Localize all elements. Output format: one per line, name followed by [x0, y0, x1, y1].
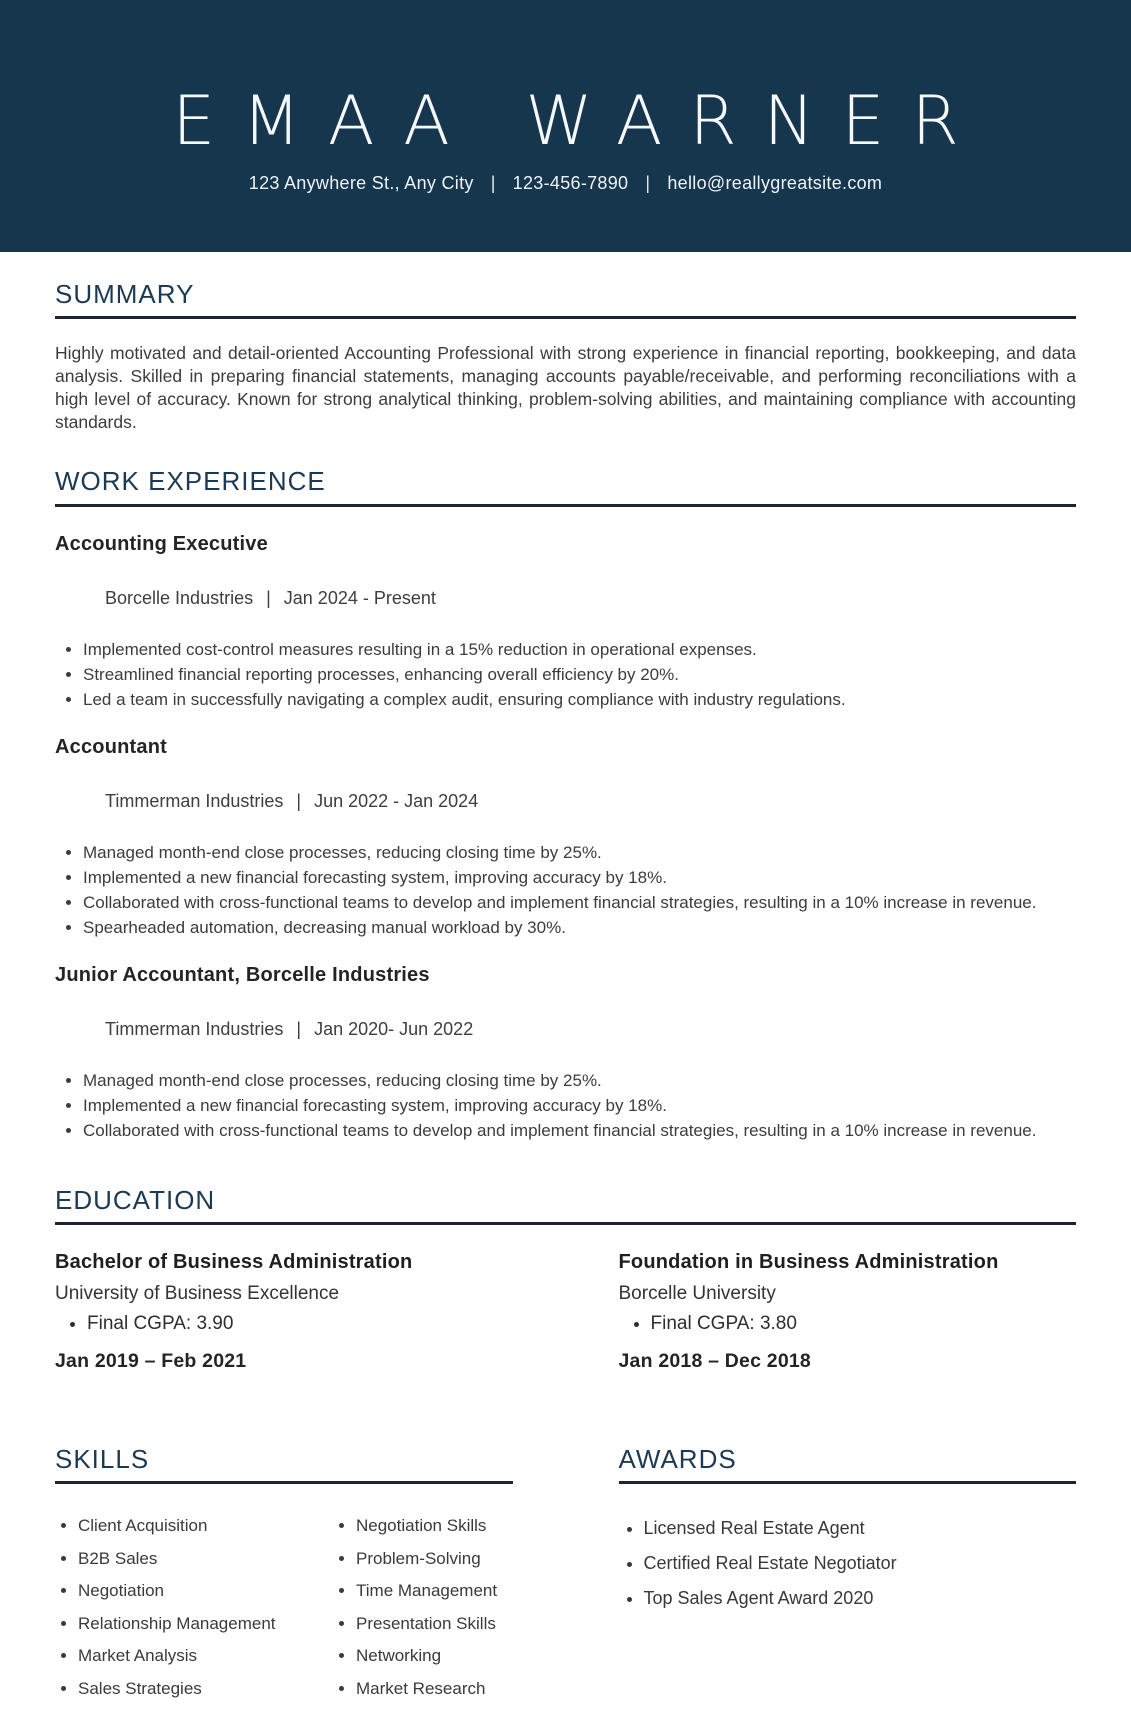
education-heading: EDUCATION: [55, 1184, 216, 1215]
section-divider: [55, 1481, 513, 1484]
name-title: EMAA WARNER: [172, 82, 986, 161]
job-dates: Jan 2024 - Present: [283, 587, 436, 608]
job-entry-accountant: [55, 736, 1076, 938]
skills-column-2: [333, 1516, 513, 1711]
contact-separator: |: [645, 173, 651, 193]
skill-item: • Sales Strategies: [78, 1679, 333, 1699]
skill-item: • B2B Sales: [78, 1549, 333, 1569]
contact-separator: |: [490, 173, 496, 193]
education-detail-list: [619, 1313, 1077, 1335]
job-bullet: • Spearheaded automation, decreasing manual workload by 30%.: [83, 917, 1076, 938]
job-meta: [55, 770, 1076, 833]
education-section: [55, 1145, 1076, 1373]
summary-text: Highly motivated and detail-oriented Accounting Professional with strong experience in financial reporting, bookkeeping, and data analysis. Skilled in preparing financial statements, managing accounts payable/receivable, and performing reconciliations with a high level of accuracy. Known for strong analytical thinking, problem-solving abilities, and maintaining compliance with accounting standards.: [55, 343, 1076, 433]
skill-item: • Networking: [356, 1646, 513, 1666]
job-bullet-list: [55, 639, 1076, 710]
job-separator: |: [296, 1018, 302, 1039]
work-experience-heading: WORK EXPERIENCE: [55, 466, 326, 497]
skill-item: • Presentation Skills: [356, 1614, 513, 1634]
education-entry-bachelor: [55, 1251, 513, 1373]
education-detail-list: [55, 1313, 513, 1335]
job-bullet: • Implemented a new financial forecasting system, improving accuracy by 18%.: [83, 867, 1076, 888]
section-divider: [55, 1222, 1076, 1225]
job-bullet: • Implemented a new financial forecasting system, improving accuracy by 18%.: [83, 1095, 1076, 1116]
job-separator: |: [296, 790, 302, 811]
contact-address: 123 Anywhere St., Any City: [248, 173, 474, 193]
award-item: • Licensed Real Estate Agent: [644, 1518, 1077, 1539]
job-company: Timmerman Industries: [105, 790, 284, 811]
header-banner: [0, 0, 1131, 252]
award-item: • Certified Real Estate Negotiator: [644, 1553, 1077, 1574]
job-company: Timmerman Industries: [105, 1018, 284, 1039]
job-bullet-list: [55, 842, 1076, 938]
summary-section: [55, 252, 1076, 434]
education-dates: Jan 2019 – Feb 2021: [55, 1349, 247, 1372]
education-dates: Jan 2018 – Dec 2018: [618, 1349, 811, 1372]
work-experience-section: [55, 434, 1076, 1140]
education-grid: [55, 1251, 1076, 1373]
award-item: • Top Sales Agent Award 2020: [644, 1588, 1077, 1609]
skills-heading: SKILLS: [55, 1443, 150, 1474]
skills-awards-row: [55, 1443, 1076, 1711]
job-bullet: • Collaborated with cross-functional teams to develop and implement financial strategies, resulting in a 10% increase in revenue.: [83, 1120, 1076, 1141]
section-divider: [619, 1481, 1077, 1484]
skill-item: • Market Research: [356, 1679, 513, 1699]
job-separator: |: [266, 587, 271, 608]
section-divider: [55, 504, 1076, 507]
job-dates: Jun 2022 - Jan 2024: [314, 790, 479, 811]
job-bullet-list: [55, 1070, 1076, 1141]
degree-title: Foundation in Business Administration: [618, 1250, 999, 1273]
awards-heading: AWARDS: [618, 1443, 737, 1474]
job-bullet: • Streamlined financial reporting processes, enhancing overall efficiency by 20%.: [83, 664, 1076, 685]
job-meta: [55, 998, 1076, 1061]
degree-title: Bachelor of Business Administration: [55, 1250, 413, 1273]
job-bullet: • Implemented cost-control measures resulting in a 15% reduction in operational expenses.: [83, 639, 1076, 660]
skill-item: • Problem-Solving: [356, 1549, 513, 1569]
skills-section: [55, 1443, 513, 1711]
skill-item: • Negotiation: [78, 1581, 333, 1601]
job-entry-junior-accountant: [55, 964, 1076, 1141]
job-bullet: • Collaborated with cross-functional teams to develop and implement financial strategies, resulting in a 10% increase in revenue.: [83, 892, 1076, 913]
job-bullet: • Led a team in successfully navigating a complex audit, ensuring compliance with industry regulations.: [83, 689, 1076, 710]
school-name: Borcelle University: [618, 1282, 776, 1304]
job-bullet: • Managed month-end close processes, reducing closing time by 25%.: [83, 842, 1076, 863]
job-title: Junior Accountant, Borcelle Industries: [55, 963, 430, 986]
contact-line: [0, 173, 1131, 194]
school-name: University of Business Excellence: [55, 1282, 340, 1304]
skill-item: • Market Analysis: [78, 1646, 333, 1666]
cgpa-detail: • Final CGPA: 3.80: [651, 1313, 1077, 1335]
contact-email: hello@reallygreatsite.com: [667, 173, 883, 193]
job-meta: [55, 567, 1076, 630]
job-bullet: • Managed month-end close processes, reducing closing time by 25%.: [83, 1070, 1076, 1091]
resume-body: [0, 252, 1131, 1711]
skill-item: • Client Acquisition: [78, 1516, 333, 1536]
cgpa-detail: • Final CGPA: 3.90: [87, 1313, 513, 1335]
job-title: Accountant: [55, 735, 167, 758]
job-title: Accounting Executive: [55, 532, 268, 555]
awards-section: [618, 1443, 1077, 1711]
job-entry-accounting-executive: [55, 533, 1076, 710]
job-dates: Jan 2020- Jun 2022: [314, 1018, 474, 1039]
skill-item: • Time Management: [356, 1581, 513, 1601]
section-divider: [55, 316, 1076, 319]
skills-columns: [55, 1516, 513, 1711]
skill-item: • Negotiation Skills: [356, 1516, 513, 1536]
skills-column-1: [55, 1516, 333, 1711]
skill-item: • Relationship Management: [78, 1614, 333, 1634]
education-entry-foundation: [619, 1251, 1077, 1373]
contact-phone: 123-456-7890: [512, 173, 629, 193]
awards-list: [619, 1518, 1077, 1609]
job-company: Borcelle Industries: [105, 587, 254, 608]
summary-heading: SUMMARY: [55, 279, 195, 309]
